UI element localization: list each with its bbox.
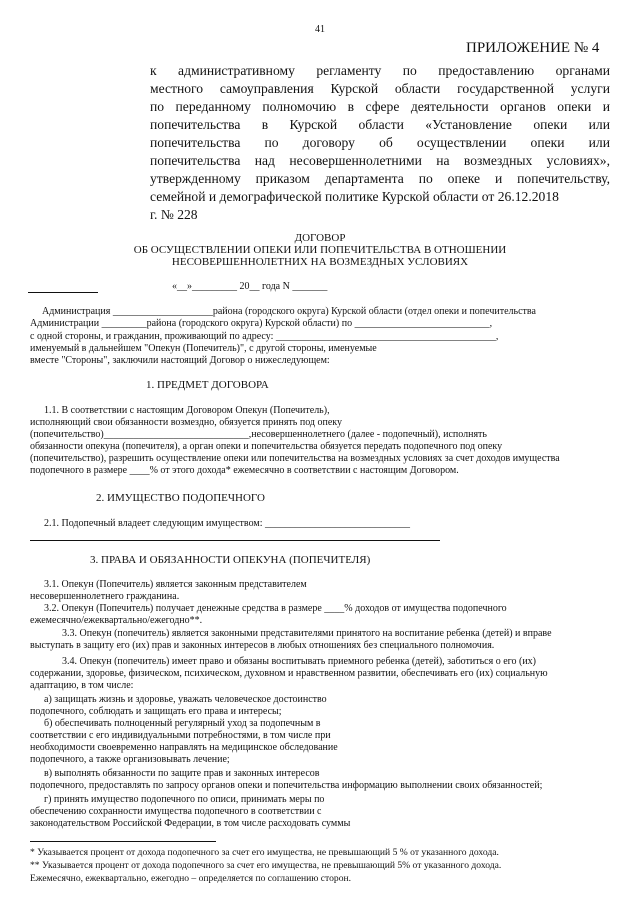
footnote: Ежемесячно, ежеквартально, ежегодно – определяется по соглашению сторон. [30, 873, 352, 884]
page-number: 41 [315, 24, 325, 35]
footnote-separator [30, 841, 216, 842]
section-heading: 2. ИМУЩЕСТВО ПОДОПЕЧНОГО [96, 492, 265, 504]
parties-line: с одной стороны, и гражданин, проживающий по адресу: ____________________________________________, [30, 331, 499, 342]
paragraph-line: адаптацию, в том числе: [30, 680, 134, 691]
paragraph-line: 3.2. Опекун (Попечитель) получает денежные средства в размере ____% доходов от имущества подопечного [44, 603, 507, 614]
intro-line: попечительства по договору об осуществлении опеки или [150, 135, 610, 150]
paragraph-line: необходимости своевременно направлять на медицинское обследование [30, 742, 338, 753]
paragraph-line: (попечительство), разрешить осуществление опеки или попечительства на возмездных условиях за счет доходов имущества [30, 453, 560, 464]
signature-line [28, 292, 98, 293]
paragraph-line: законодательством Российской Федерации, в том числе расходовать суммы [30, 818, 351, 829]
footnote: ** Указывается процент от дохода подопечного за счет его имущества, не превышающий 5% от указанного дохода. [30, 860, 502, 871]
footnote: * Указывается процент от дохода подопечного за счет его имущества, не превышающий 5 % от указанного дохода. [30, 847, 499, 858]
parties-line: Администрации _________района (городского округа) Курской области) по ___________________________, [30, 318, 493, 329]
paragraph-line: несовершеннолетнего гражданина. [30, 591, 180, 602]
paragraph-line: соответствии с его индивидуальными потребностями, в том числе при [30, 730, 331, 741]
appendix-heading: ПРИЛОЖЕНИЕ № 4 [466, 40, 600, 56]
intro-line: семейной и демографической политике Курской области от 26.12.2018 [150, 189, 559, 204]
paragraph-line: содержании, здоровье, физическом, психическом, духовном и нравственном развитии, обеспечивать его (их) социальную [30, 668, 548, 679]
intro-line: местного самоуправления Курской области государственной услуги [150, 81, 610, 96]
paragraph-line: (попечительство)_____________________________,несовершеннолетнего (далее - подопечный), исполнять [30, 429, 487, 440]
appendix-reference [150, 62, 610, 224]
parties-line: вместе "Стороны", заключили настоящий Договор о нижеследующем: [30, 355, 330, 366]
paragraph-line: 3.4. Опекун (попечитель) имеет право и обязаны воспитывать приемного ребенка (детей), заботиться о его (их) [62, 656, 537, 667]
paragraph-line: 1.1. В соответствии с настоящим Договором Опекун (Попечитель), [44, 405, 330, 416]
contract-subtitle: НЕСОВЕРШЕННОЛЕТНИХ НА ВОЗМЕЗДНЫХ УСЛОВИЯХ [171, 256, 469, 268]
parties-line: Администрация ____________________района (городского округа) Курской области (отдел опеки и попечительства [42, 306, 536, 317]
parties-line: именуемый в дальнейшем "Опекун (Попечитель)", с другой стороны, именуемые [30, 343, 377, 354]
paragraph-line: в) выполнять обязанности по защите прав и законных интересов [44, 768, 320, 779]
contract-subtitle: ОБ ОСУЩЕСТВЛЕНИИ ОПЕКИ ИЛИ ПОПЕЧИТЕЛЬСТВА В ОТНОШЕНИИ [133, 244, 507, 256]
paragraph-line: подопечного в размере ____% от этого дохода* ежемесячно в соответствии с настоящим Договором. [30, 465, 459, 476]
paragraph-line: подопечного, предоставлять по запросу органов опеки и попечительства информацию выполнении своих обязанностей; [30, 780, 543, 791]
section-heading: 3. ПРАВА И ОБЯЗАННОСТИ ОПЕКУНА (ПОПЕЧИТЕЛЯ) [90, 554, 371, 566]
blank-line [30, 540, 440, 541]
paragraph-line: обязанности опекуна (попечителя), а орган опеки и попечительства обязуется передать подопечного под опеку [30, 441, 503, 452]
paragraph-line: подопечного, а также организовывать лечение; [30, 754, 230, 765]
paragraph-line: 3.3. Опекун (попечитель) является законными представителями принятого на воспитание ребенка (детей) и вправе [62, 628, 552, 639]
paragraph-line: 2.1. Подопечный владеет следующим имуществом: _____________________________ [44, 518, 410, 529]
intro-line: попечительства над несовершеннолетними на возмездных условиях», [150, 153, 610, 168]
paragraph-line: выступать в защиту его (их) прав и законных интересов в любых отношениях без специального полномочия. [30, 640, 495, 651]
contract-title: ДОГОВОР [294, 232, 346, 244]
paragraph-line: исполняющий свои обязанности возмездно, обязуется принять под опеку [30, 417, 343, 428]
paragraph-line: г) принять имущество подопечного по описи, принимать меры по [44, 794, 325, 805]
paragraph-line: обеспечению сохранности имущества подопечного в соответствии с [30, 806, 322, 817]
date-line: «__»_________ 20__ года N _______ [172, 281, 328, 292]
intro-line: утвержденному приказом департамента по опеке и попечительству, [150, 171, 610, 186]
paragraph-line: б) обеспечивать полноценный регулярный уход за подопечным в [44, 718, 321, 729]
intro-line: по переданному полномочию в сфере деятельности органов опеки и [150, 99, 610, 114]
paragraph-line: 3.1. Опекун (Попечитель) является законным представителем [44, 579, 307, 590]
intro-line: г. № 228 [150, 207, 198, 222]
paragraph-line: а) защищать жизнь и здоровье, уважать человеческое достоинство [44, 694, 327, 705]
paragraph-line: ежемесячно/ежеквартально/ежегодно**. [30, 615, 203, 626]
section-heading: 1. ПРЕДМЕТ ДОГОВОРА [146, 379, 269, 391]
intro-line: к административному регламенту по предоставлению органами [150, 63, 610, 78]
intro-line: попечительства в Курской области «Установление опеки или [150, 117, 610, 132]
paragraph-line: подопечного, соблюдать и защищать его права и интересы; [30, 706, 282, 717]
